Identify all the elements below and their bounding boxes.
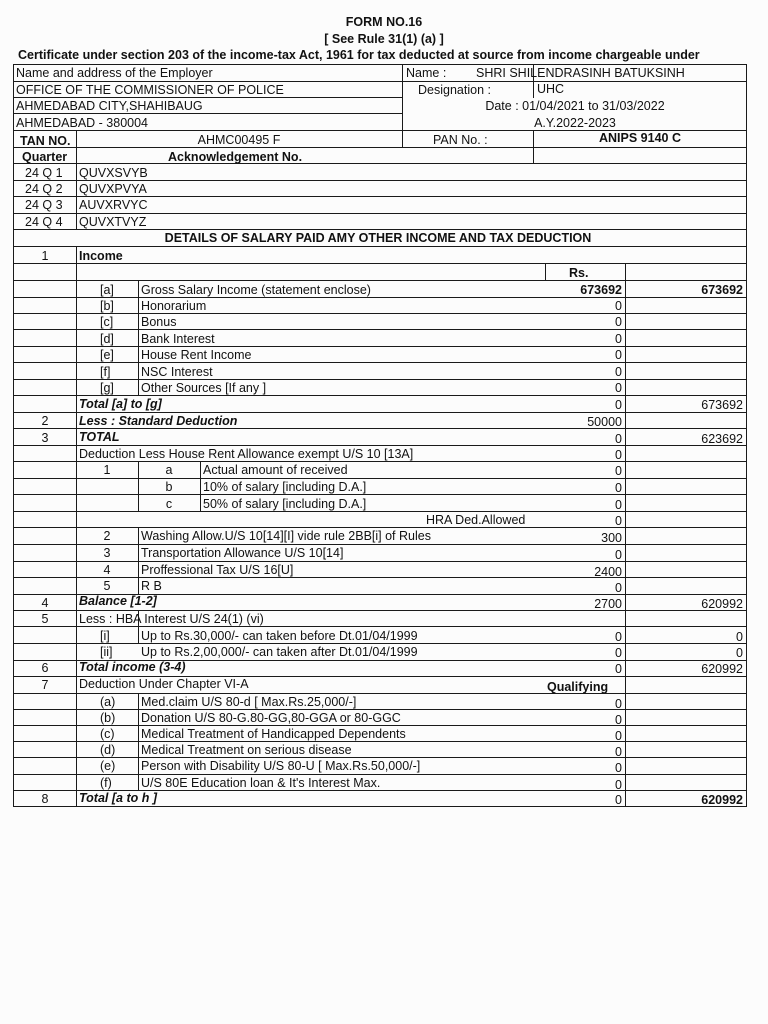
hra-item-amount: 0 <box>615 481 622 495</box>
hba-item-amount: 0 <box>615 646 622 660</box>
grid-line <box>13 626 747 627</box>
item-amount: 0 <box>615 299 622 313</box>
income-total-label: Total [a] to [g] <box>79 397 162 411</box>
grid-line <box>138 693 139 791</box>
chapter6a-item-label: Med.claim U/S 80-d [ Max.Rs.25,000/-] <box>141 695 357 709</box>
hba-item-total: 0 <box>736 630 743 644</box>
hra-item-amount: 0 <box>615 464 622 478</box>
row-number: 5 <box>41 612 49 626</box>
grid-line <box>13 346 747 347</box>
hra-sub-number: 1 <box>103 463 111 477</box>
item-label: House Rent Income <box>141 348 252 362</box>
tan-label: TAN NO. <box>20 134 71 148</box>
item-code: [d] <box>100 332 114 346</box>
qualifying-header: Qualifying <box>547 680 609 694</box>
grid-line <box>13 297 747 298</box>
chapter6a-item-code: (c) <box>100 727 115 741</box>
grid-line <box>13 527 747 528</box>
quarter-code: 24 Q 3 <box>25 198 63 212</box>
date-range: Date : 01/04/2021 to 31/03/2022 <box>485 99 665 113</box>
hba-item-label: Up to Rs.2,00,000/- can taken after Dt.01/04/1999 <box>141 645 418 659</box>
chapter6a-label: Deduction Under Chapter VI-A <box>79 677 249 691</box>
item-amount: 0 <box>615 315 622 329</box>
total-value: 623692 <box>701 432 743 446</box>
grid-line <box>13 757 747 758</box>
acknowledgement-number: QUVXTVYZ <box>79 215 147 229</box>
grid-line <box>13 280 747 281</box>
chapter6a-item-amount: 0 <box>615 713 622 727</box>
income-total-value: 673692 <box>701 398 743 412</box>
grid-line <box>13 725 747 726</box>
chapter6a-item-code: (d) <box>100 743 116 757</box>
quarter-code: 24 Q 4 <box>25 215 63 229</box>
details-title: DETAILS OF SALARY PAID AMY OTHER INCOME AND TAX DEDUCTION <box>164 231 592 245</box>
item-code: [b] <box>100 299 114 313</box>
grid-line <box>13 741 747 742</box>
deduction-amount: 0 <box>615 581 622 595</box>
grid-line <box>13 246 747 247</box>
item-label: Gross Salary Income (statement enclose) <box>141 283 371 297</box>
chapter6a-item-amount: 0 <box>615 778 622 792</box>
item-code: [c] <box>100 315 114 329</box>
employee-name: SHRI SHILENDRASINH BATUKSINH <box>476 66 685 80</box>
quarter-code: 24 Q 1 <box>25 166 63 180</box>
tan-value: AHMC00495 F <box>197 133 281 147</box>
grid-line <box>13 263 747 264</box>
item-amount: 0 <box>615 332 622 346</box>
grid-line <box>13 97 403 98</box>
acknowledgement-number: AUVXRVYC <box>79 198 148 212</box>
grid-line <box>138 527 139 595</box>
chapter6a-item-amount: 0 <box>615 745 622 759</box>
hra-allowed-label: HRA Ded.Allowed <box>426 513 526 527</box>
item-label: Other Sources [If any ] <box>141 381 267 395</box>
grid-line <box>13 577 747 578</box>
hra-item-label: 10% of salary [including D.A.] <box>203 480 367 494</box>
hra-item-amount: 0 <box>615 498 622 512</box>
employer-line-1: OFFICE OF THE COMMISSIONER OF POLICE <box>16 83 284 97</box>
chapter6a-item-label: Person with Disability U/S 80-U [ Max.Rs.50,000/-] <box>141 759 421 773</box>
income-label: Income <box>79 249 123 263</box>
standard-deduction-label: Less : Standard Deduction <box>79 414 238 428</box>
deduction-amount: 0 <box>615 548 622 562</box>
acknowledgement-number: QUVXPVYA <box>79 182 147 196</box>
hra-allowed-amount: 0 <box>615 514 622 528</box>
grid-line <box>13 147 747 148</box>
grid-line <box>13 163 747 164</box>
grid-line <box>13 313 747 314</box>
grid-line <box>13 428 747 429</box>
employer-line-3: AHMEDABAD - 380004 <box>16 116 149 130</box>
item-code: [g] <box>100 381 114 395</box>
standard-deduction-amount: 50000 <box>587 415 622 429</box>
total-income-label: Total income (3-4) <box>79 660 186 674</box>
deduction-number: 5 <box>103 579 111 593</box>
acknowledgement-header: Acknowledgement No. <box>168 150 303 164</box>
grid-line <box>200 461 201 512</box>
grid-line <box>13 511 747 512</box>
item-amount: 0 <box>615 348 622 362</box>
deduction-number: 2 <box>103 529 111 543</box>
final-total-amount: 0 <box>615 793 622 807</box>
grid-line <box>13 494 747 495</box>
certificate-heading: Certificate under section 203 of the income-tax Act, 1961 for tax deducted at source from income chargeable under <box>18 48 700 62</box>
hba-item-code: [i] <box>100 629 110 643</box>
grid-line <box>76 246 77 807</box>
item-total: 673692 <box>701 283 743 297</box>
grid-line <box>13 229 747 230</box>
item-amount: 0 <box>615 365 622 379</box>
item-label: Bank Interest <box>141 332 215 346</box>
grid-line <box>13 81 747 82</box>
item-code: [e] <box>100 348 114 362</box>
grid-line <box>13 379 747 380</box>
grid-line <box>13 329 747 330</box>
deduction-label: R B <box>141 579 162 593</box>
row-number: 8 <box>41 792 49 806</box>
hra-label: Deduction Less House Rent Allowance exempt U/S 10 [13A] <box>79 447 414 461</box>
income-total-amount: 0 <box>615 398 622 412</box>
deduction-amount: 300 <box>601 531 622 545</box>
chapter6a-item-amount: 0 <box>615 729 622 743</box>
grid-line <box>13 774 747 775</box>
row-number: 4 <box>41 596 49 610</box>
hra-item-label: Actual amount of received <box>203 463 348 477</box>
quarter-header: Quarter <box>22 150 68 164</box>
total-label: TOTAL <box>79 430 120 444</box>
grid-line <box>13 113 403 114</box>
deduction-number: 4 <box>103 563 111 577</box>
deduction-amount: 2400 <box>594 565 622 579</box>
chapter6a-item-label: U/S 80E Education loan & It's Interest Max. <box>141 776 381 790</box>
final-total-label: Total [a to h ] <box>79 791 157 805</box>
grid-line <box>138 461 139 512</box>
deduction-label: Proffessional Tax U/S 16[U] <box>141 563 294 577</box>
balance-label: Balance [1-2] <box>79 594 157 608</box>
row-number: 7 <box>41 678 49 692</box>
hba-item-amount: 0 <box>615 630 622 644</box>
hra-amount: 0 <box>615 448 622 462</box>
final-total-value: 620992 <box>701 793 743 807</box>
chapter6a-item-code: (e) <box>100 759 116 773</box>
grid-line <box>402 64 403 148</box>
hra-item-label: 50% of salary [including D.A.] <box>203 497 367 511</box>
grid-line <box>545 263 546 281</box>
quarter-code: 24 Q 2 <box>25 182 63 196</box>
grid-line <box>13 709 747 710</box>
balance-total: 620992 <box>701 597 743 611</box>
row-number: 6 <box>41 661 49 675</box>
hba-item-code: [ii] <box>100 645 113 659</box>
grid-line <box>746 64 747 806</box>
rs-header: Rs. <box>569 266 589 280</box>
grid-line <box>13 544 747 545</box>
chapter6a-item-amount: 0 <box>615 761 622 775</box>
hra-item-code: a <box>165 463 173 477</box>
grid-line <box>13 213 747 214</box>
item-code: [f] <box>100 365 111 379</box>
row-number: 3 <box>41 431 49 445</box>
chapter6a-item-code: (b) <box>100 711 116 725</box>
grid-line <box>625 263 626 807</box>
chapter6a-item-code: (f) <box>100 776 112 790</box>
grid-line <box>13 196 747 197</box>
pan-value: ANIPS 9140 C <box>599 131 681 145</box>
row-number: 1 <box>41 249 49 263</box>
hba-item-label: Up to Rs.30,000/- can taken before Dt.01/04/1999 <box>141 629 418 643</box>
grid-line <box>13 362 747 363</box>
grid-line <box>13 180 747 181</box>
acknowledgement-number: QUVXSVYB <box>79 166 148 180</box>
employer-label: Name and address of the Employer <box>16 66 213 80</box>
deduction-label: Transportation Allowance U/S 10[14] <box>141 546 344 560</box>
grid-line <box>13 561 747 562</box>
balance-amount: 2700 <box>594 597 622 611</box>
designation-label: Designation : <box>418 83 491 97</box>
chapter6a-item-label: Donation U/S 80-G.80-GG,80-GGA or 80-GGC <box>141 711 401 725</box>
chapter6a-item-label: Medical Treatment of Handicapped Dependents <box>141 727 406 741</box>
item-amount: 673692 <box>580 283 622 297</box>
item-label: Bonus <box>141 315 177 329</box>
total-income-amount: 0 <box>615 662 622 676</box>
chapter6a-item-code: (a) <box>100 695 116 709</box>
grid-line <box>13 693 747 694</box>
total-amount: 0 <box>615 432 622 446</box>
hba-label: Less : HBA Interest U/S 24(1) (vi) <box>79 612 264 626</box>
hba-item-total: 0 <box>736 646 743 660</box>
row-number: 2 <box>41 414 49 428</box>
grid-line <box>13 412 747 413</box>
chapter6a-item-amount: 0 <box>615 697 622 711</box>
assessment-year: A.Y.2022-2023 <box>534 116 616 130</box>
grid-line <box>138 280 139 396</box>
grid-line <box>13 64 14 806</box>
employer-line-2: AHMEDABAD CITY,SHAHIBAUG <box>16 99 203 113</box>
form-rule: [ See Rule 31(1) (a) ] <box>324 32 444 46</box>
item-label: NSC Interest <box>141 365 213 379</box>
item-amount: 0 <box>615 381 622 395</box>
employee-name-label: Name : <box>406 66 447 80</box>
item-code: [a] <box>100 283 114 297</box>
grid-line <box>13 64 747 65</box>
deduction-label: Washing Allow.U/S 10[14][I] vide rule 2BB[i] of Rules <box>141 529 431 543</box>
designation-value: UHC <box>537 82 565 96</box>
chapter6a-item-label: Medical Treatment on serious disease <box>141 743 352 757</box>
grid-line <box>13 478 747 479</box>
item-label: Honorarium <box>141 299 207 313</box>
deduction-number: 3 <box>103 546 111 560</box>
hra-item-code: b <box>165 480 173 494</box>
form-title: FORM NO.16 <box>345 15 423 29</box>
grid-line <box>13 461 747 462</box>
grid-line <box>13 395 747 396</box>
pan-label: PAN No. : <box>433 133 488 147</box>
total-income-total: 620992 <box>701 662 743 676</box>
hra-item-code: c <box>165 497 173 511</box>
